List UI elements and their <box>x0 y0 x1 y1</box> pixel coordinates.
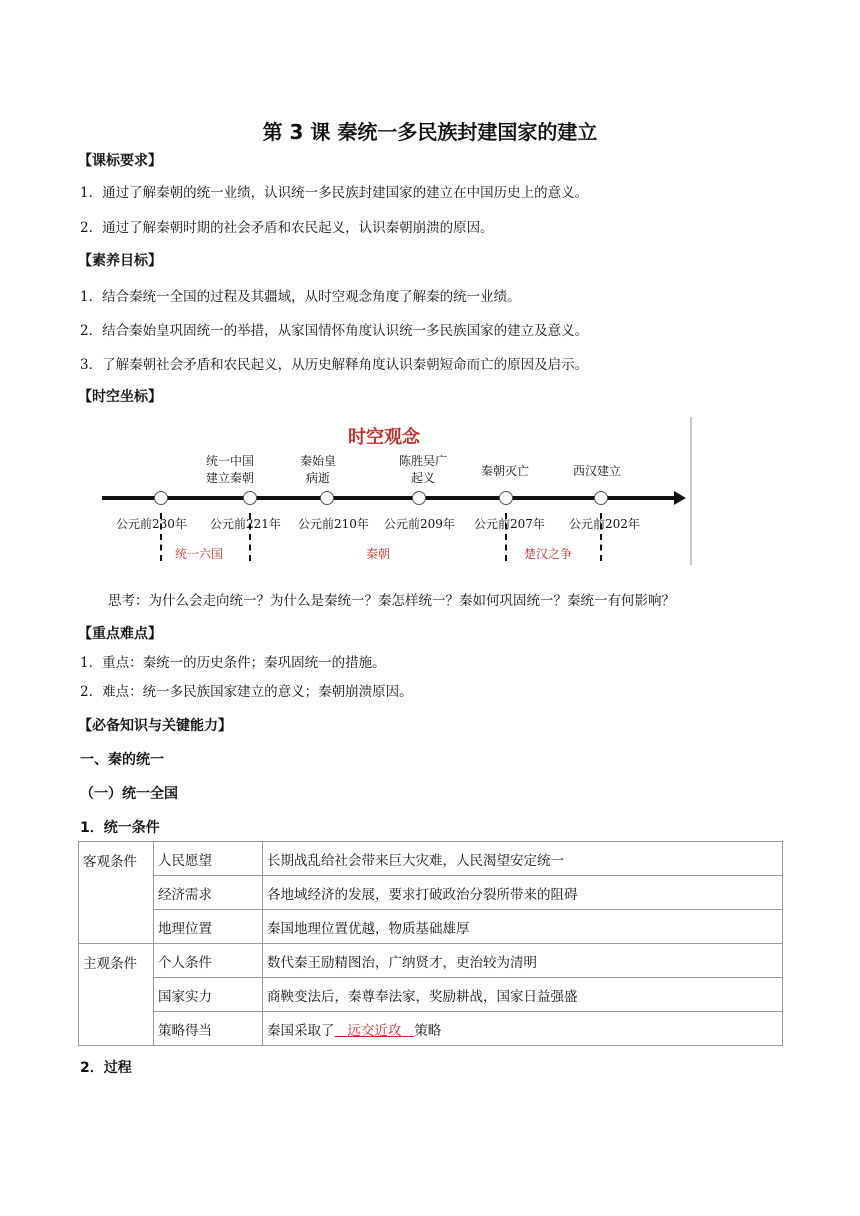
key-heading: 【重点难点】 <box>78 626 162 642</box>
timeline-axis <box>102 496 674 500</box>
timeline-dot <box>243 491 257 505</box>
fill-blank-answer: 远交近攻 <box>347 1022 402 1039</box>
timeline-title: 时空观念 <box>348 427 420 448</box>
table-cell: 秦国地理位置优越，物质基础雄厚 <box>263 910 783 944</box>
timeline-event-western-han: 西汉建立 <box>572 464 621 478</box>
table-row <box>79 1012 783 1046</box>
timeline-period-chuhan: 楚汉之争 <box>524 547 573 561</box>
cell-suffix: 策略 <box>414 1022 442 1039</box>
standards-heading: 【课标要求】 <box>78 153 162 169</box>
knowledge-heading: 【必备知识与关键能力】 <box>78 718 232 734</box>
timeline-dot <box>499 491 513 505</box>
timeline-year: 公元前202年 <box>569 517 640 531</box>
table-cell: 商鞅变法后，秦尊奉法家，奖励耕战，国家日益强盛 <box>263 978 783 1012</box>
section-heading-3: 1．统一条件 <box>80 820 160 836</box>
timeline-divider <box>160 513 162 561</box>
table-sub: 国家实力 <box>154 978 263 1012</box>
timeline-border <box>690 417 692 565</box>
timeline-dot <box>320 491 334 505</box>
table-sub: 人民愿望 <box>154 842 263 876</box>
timeline-dot <box>154 491 168 505</box>
timeline-divider <box>600 513 602 561</box>
table-cell <box>263 1012 783 1046</box>
table-row <box>79 876 783 910</box>
timeline-event-uprising: 陈胜吴广 起义 <box>398 454 447 485</box>
page-title: 第 3 课 秦统一多民族封建国家的建立 <box>262 120 598 144</box>
timeline-dot <box>412 491 426 505</box>
literacy-item-3: 3．了解秦朝社会矛盾和农民起义，从历史解释角度认识秦朝短命而亡的原因及启示。 <box>80 357 589 373</box>
timeline-event-qinshihuang-death: 秦始皇 病逝 <box>299 454 336 485</box>
coords-heading: 【时空坐标】 <box>78 389 162 405</box>
timeline-divider <box>249 513 251 561</box>
conditions-table <box>78 841 783 1046</box>
table-row <box>79 978 783 1012</box>
table-row <box>79 944 783 978</box>
table-sub: 经济需求 <box>154 876 263 910</box>
section-heading-2: （一）统一全国 <box>80 786 178 802</box>
cell-prefix: 秦国采取了 <box>267 1022 335 1039</box>
timeline-year: 公元前221年 <box>210 517 281 531</box>
literacy-item-2: 2．结合秦始皇巩固统一的举措，从家国情怀角度认识统一多民族国家的建立及意义。 <box>80 323 589 339</box>
table-row <box>79 910 783 944</box>
table-category-objective: 客观条件 <box>79 842 154 944</box>
literacy-heading: 【素养目标】 <box>78 253 162 269</box>
table-cell: 各地域经济的发展，要求打破政治分裂所带来的阻碍 <box>263 876 783 910</box>
table-sub: 策略得当 <box>154 1012 263 1046</box>
timeline-arrow-icon <box>674 491 686 505</box>
table-sub: 地理位置 <box>154 910 263 944</box>
timeline-year: 公元前230年 <box>116 517 187 531</box>
literacy-item-1: 1．结合秦统一全国的过程及其疆域，从时空观念角度了解秦的统一业绩。 <box>80 289 521 305</box>
key-item-1: 1．重点：秦统一的历史条件；秦巩固统一的措施。 <box>80 655 386 671</box>
standards-item-1: 1．通过了解秦朝的统一业绩，认识统一多民族封建国家的建立在中国历史上的意义。 <box>80 185 589 201</box>
timeline-event-unify: 统一中国 建立秦朝 <box>205 454 254 485</box>
table-category-subjective: 主观条件 <box>79 944 154 1046</box>
key-item-2: 2．难点：统一多民族国家建立的意义；秦朝崩溃原因。 <box>80 684 413 700</box>
standards-item-2: 2．通过了解秦朝时期的社会矛盾和农民起义，认识秦朝崩溃的原因。 <box>80 220 494 236</box>
table-cell: 数代秦王励精图治，广纳贤才，吏治较为清明 <box>263 944 783 978</box>
timeline-year: 公元前210年 <box>298 517 369 531</box>
timeline-figure <box>80 413 692 569</box>
timeline-year: 公元前209年 <box>384 517 455 531</box>
timeline-period-qin: 秦朝 <box>366 547 391 561</box>
timeline-dot <box>594 491 608 505</box>
timeline-event-qin-fall: 秦朝灭亡 <box>480 464 529 478</box>
think-question: 思考：为什么会走向统一？为什么是秦统一？秦怎样统一？秦如何巩固统一？秦统一有何影响？ <box>108 593 675 609</box>
timeline-year: 公元前207年 <box>474 517 545 531</box>
section-heading-4: 2．过程 <box>80 1060 132 1076</box>
table-row <box>79 842 783 876</box>
section-heading-1: 一、秦的统一 <box>80 752 164 768</box>
timeline-divider <box>505 513 507 561</box>
table-sub: 个人条件 <box>154 944 263 978</box>
table-cell: 长期战乱给社会带来巨大灾难，人民渴望安定统一 <box>263 842 783 876</box>
timeline-period-unify: 统一六国 <box>175 547 224 561</box>
